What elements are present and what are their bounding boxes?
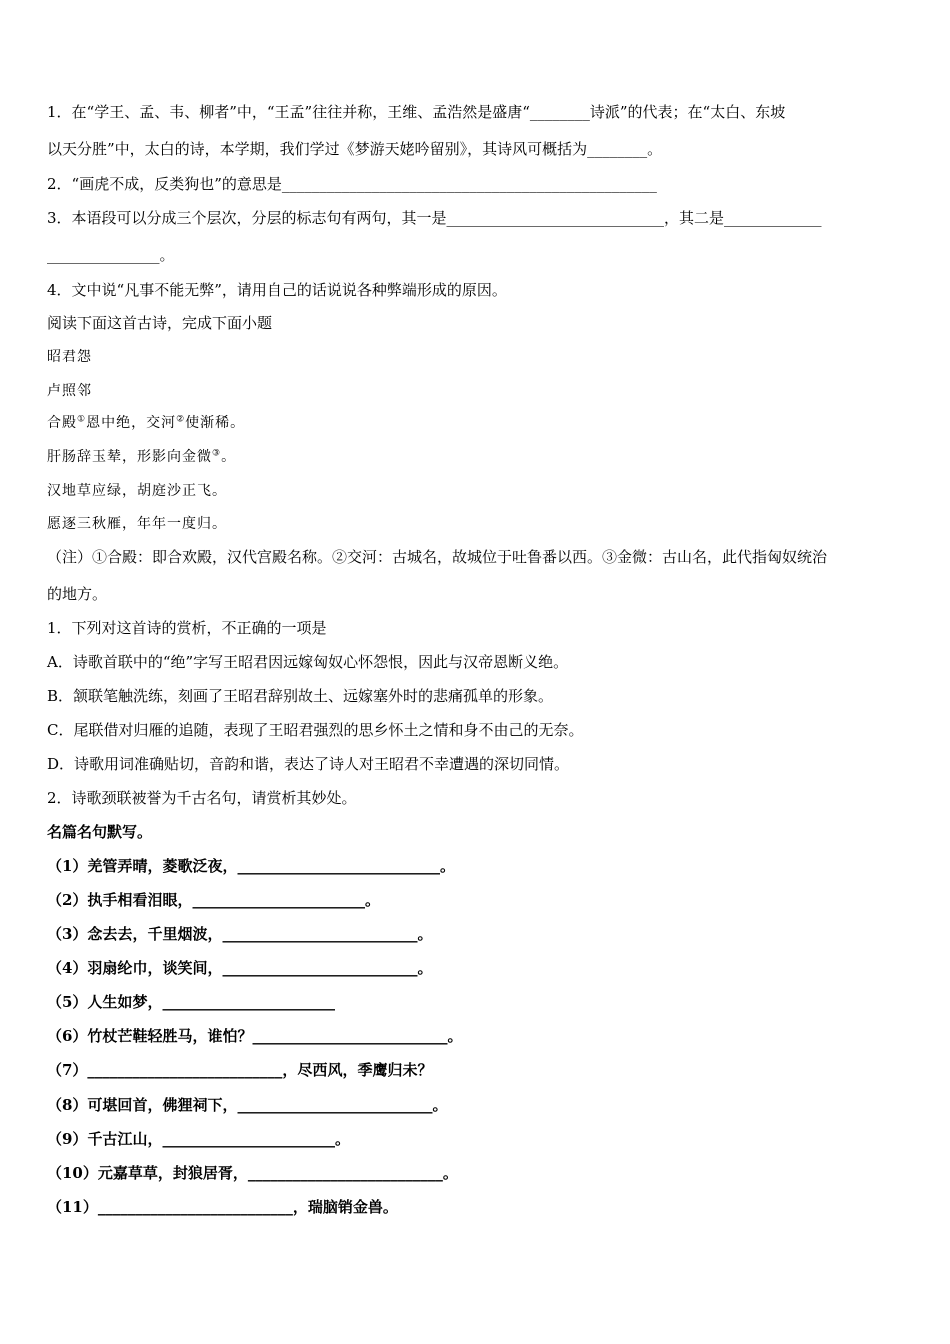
poem-line-2: 肝肠辞玉辇，形影向金微③。 [47,448,237,465]
option-d: D．诗歌用词准确贴切，音韵和谐，表达了诗人对王昭君不幸遭遇的深切同情。 [47,755,570,773]
dictation-item: （1）羌管弄晴，菱歌泛夜，___________________________。 [47,857,455,875]
poem-author: 卢照邻 [47,383,92,399]
poem-line-3: 汉地草应绿，胡庭沙正飞。 [47,483,227,499]
dictation-item: （2）执手相看泪眼，_______________________。 [47,891,380,909]
dictation-item: （10）元嘉草草，封狼居胥，__________________________。 [47,1164,458,1182]
option-c: C．尾联借对归雁的追随，表现了王昭君强烈的思乡怀土之情和身不由己的无奈。 [47,721,584,739]
q3-line2: _______________。 [47,246,175,264]
q1-line2: 以天分胜”中，太白的诗，本学期，我们学过《梦游天姥吟留别》，其诗风可概括为________。 [47,140,663,158]
q4-text: 4．文中说“凡事不能无弊”，请用自己的话说说各种弊端形成的原因。 [47,281,507,299]
poem-line-4: 愿逐三秋雁，年年一度归。 [47,516,227,532]
poem-q1: 1．下列对这首诗的赏析，不正确的一项是 [47,619,327,637]
q3-line1: 3．本语段可以分成三个层次，分层的标志句有两句，其一是_____________________________，其二是_____________ [47,209,822,227]
q1-line1: 1．在“学王、孟、韦、柳者”中，“王孟”往往并称，王维、孟浩然是盛唐“________诗派”的代表；在“太白、东坡 [47,103,786,121]
dictation-item: （11）__________________________，瑞脑销金兽。 [47,1198,398,1216]
dictation-item: （6）竹杖芒鞋轻胜马，谁怕？__________________________。 [47,1027,463,1045]
dictation-item: （3）念去去，千里烟波，__________________________。 [47,925,433,943]
poem-intro: 阅读下面这首古诗，完成下面小题 [47,314,273,332]
dictation-item: （9）千古江山，_______________________。 [47,1130,350,1148]
poem-q2: 2．诗歌颈联被誉为千古名句，请赏析其妙处。 [47,789,357,807]
option-b: B．颔联笔触洗练，刻画了王昭君辞别故土、远嫁塞外时的悲痛孤单的形象。 [47,687,554,705]
dictation-item: （4）羽扇纶巾，谈笑间，__________________________。 [47,959,433,977]
poem-title: 昭君怨 [47,349,92,365]
dictation-heading: 名篇名句默写。 [47,823,153,841]
dictation-item: （7）__________________________，尽西风，季鹰归未？ [47,1061,433,1079]
q2-text: 2．“画虎不成，反类狗也”的意思是__________________________________________________ [47,175,657,193]
dictation-item: （5）人生如梦，_______________________ [47,993,335,1011]
poem-note-line1: （注）①合殿：即合欢殿，汉代宫殿名称。②交河：古城名，故城位于吐鲁番以西。③金微：古山名，此代指匈奴统治 [47,548,828,566]
poem-note-line2: 的地方。 [47,585,108,603]
dictation-item: （8）可堪回首，佛狸祠下，__________________________。 [47,1096,448,1114]
option-a: A．诗歌首联中的“绝”字写王昭君因远嫁匈奴心怀怨恨，因此与汉帝恩断义绝。 [47,653,569,671]
poem-line-1: 合殿①恩中绝，交河②使渐稀。 [47,414,246,431]
